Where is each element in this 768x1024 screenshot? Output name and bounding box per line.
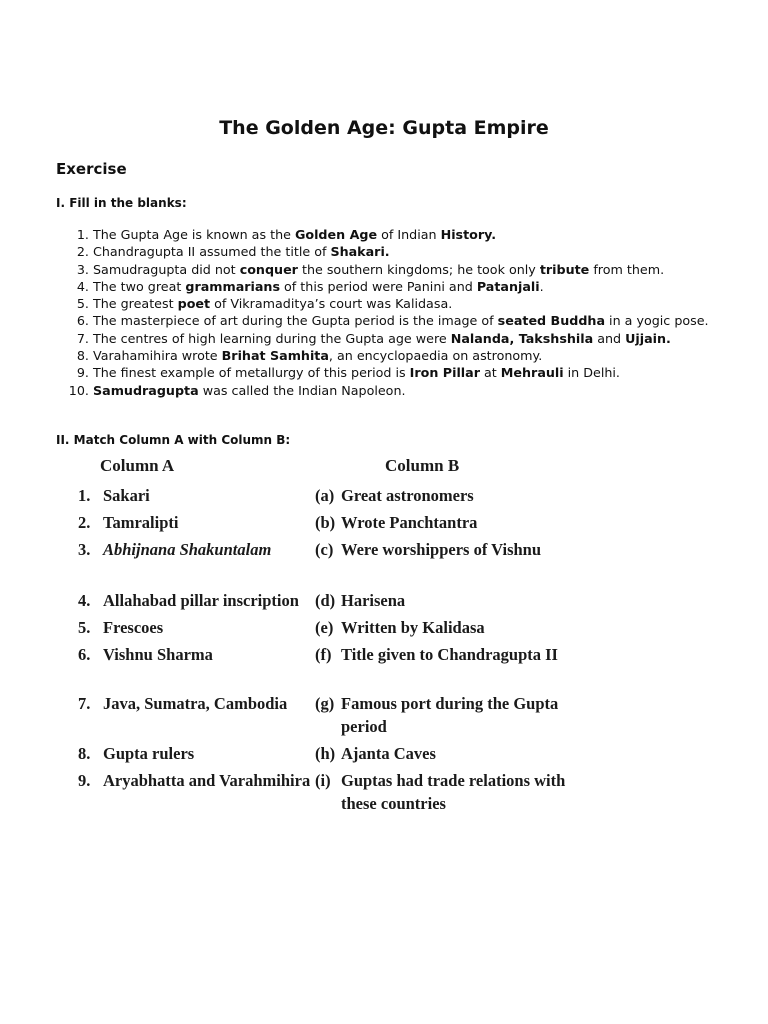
answer-text: Iron Pillar (409, 365, 480, 381)
list-item (93, 295, 753, 312)
sentence-text: . (539, 278, 544, 294)
column-a-item: Frescoes (103, 618, 164, 637)
sentence-text: The Gupta Age is known as the (93, 227, 295, 242)
answer-text: History. (440, 227, 497, 242)
column-a-item: Sakari (103, 486, 150, 505)
fill-blanks-heading: I. Fill in the blanks: (56, 196, 187, 210)
sentence-text: in a yogic pose. (605, 313, 709, 329)
row-number: 8. (78, 744, 91, 763)
sentence-text: the southern kingdoms; he took only (297, 261, 540, 277)
answer-text: Golden Age (294, 227, 378, 242)
column-b-item: Title given to Chandragupta II (341, 645, 558, 664)
answer-text: grammarians (185, 278, 281, 294)
row-number: 7. (78, 694, 91, 713)
list-item (93, 243, 753, 260)
answer-text: poet (177, 296, 211, 312)
sentence-text: The finest example of metallurgy of this period is (93, 365, 410, 381)
column-b-item: Were worshippers of Vishnu (341, 540, 542, 559)
option-letter: (g) (315, 694, 335, 713)
fill-blanks-list (56, 226, 753, 399)
column-a-item: Aryabhatta and Varahmihira (103, 771, 311, 790)
sentence-text: of this period were Panini and (280, 278, 477, 294)
row-number: 6. (78, 645, 91, 664)
answer-text: Nalanda, Takshshila (450, 330, 594, 346)
answer-text: seated Buddha (497, 313, 606, 329)
column-a-header: Column A (100, 456, 175, 475)
option-letter: (f) (315, 645, 332, 664)
column-b-item: Guptas had trade relations with these countries (341, 771, 566, 813)
exercise-heading: Exercise (56, 160, 127, 178)
column-a-item: Allahabad pillar inscription (103, 591, 299, 610)
page-title: The Golden Age: Gupta Empire (219, 117, 549, 139)
answer-text: Ujjain. (625, 330, 671, 346)
row-number: 9. (78, 771, 91, 790)
column-b-item: Harisena (341, 591, 406, 610)
list-item (93, 330, 753, 347)
sentence-text: in Delhi. (563, 365, 620, 381)
option-letter: (d) (315, 591, 336, 610)
option-letter: (c) (315, 540, 334, 559)
list-item (93, 364, 753, 381)
sentence-text: Varahamihira wrote (93, 348, 222, 364)
sentence-text: was called the Indian Napoleon. (198, 382, 406, 398)
list-item (93, 261, 753, 278)
sentence-text: from them. (589, 261, 665, 277)
answer-text: Patanjali (476, 278, 540, 294)
answer-text: Shakari. (330, 244, 390, 260)
list-item (93, 347, 753, 364)
match-heading: II. Match Column A with Column B: (56, 433, 291, 447)
column-a-item: Vishnu Sharma (103, 645, 213, 664)
list-item (93, 226, 753, 243)
option-letter: (i) (315, 771, 331, 790)
row-number: 4. (78, 591, 91, 610)
option-letter: (b) (315, 513, 336, 532)
answer-text: Samudragupta (93, 382, 199, 398)
list-item (93, 278, 753, 295)
column-b-item: Written by Kalidasa (341, 618, 485, 637)
option-letter: (e) (315, 618, 334, 637)
sentence-text: and (593, 330, 626, 346)
column-b-header: Column B (385, 456, 460, 475)
column-b-item: Ajanta Caves (341, 744, 436, 763)
sentence-text: of Vikramaditya’s court was Kalidasa. (210, 296, 453, 312)
column-b-item: Great astronomers (341, 486, 474, 505)
list-item (93, 312, 753, 329)
row-number: 2. (78, 513, 91, 532)
sentence-text: of Indian (377, 227, 441, 242)
column-a-item: Tamralipti (103, 513, 179, 532)
sentence-text: Samudragupta did not (93, 261, 240, 277)
sentence-text: The centres of high learning during the Gupta age were (93, 330, 451, 346)
sentence-text: , an encyclopaedia on astronomy. (328, 348, 543, 364)
answer-text: Brihat Samhita (221, 348, 329, 364)
option-letter: (a) (315, 486, 335, 505)
sentence-text: The greatest (93, 296, 178, 312)
sentence-text: The two great (93, 278, 186, 294)
sentence-text: The masterpiece of art during the Gupta period is the image of (93, 313, 498, 329)
column-a-item: Gupta rulers (103, 744, 195, 763)
answer-text: tribute (539, 261, 590, 277)
row-number: 5. (78, 618, 91, 637)
list-item (93, 382, 753, 399)
row-number: 1. (78, 486, 91, 505)
column-b-item: Wrote Panchtantra (341, 513, 478, 532)
row-number: 3. (78, 540, 91, 559)
column-b-item: Famous port during the Gupta period (341, 694, 559, 736)
column-a-item: Java, Sumatra, Cambodia (103, 694, 288, 713)
column-a-item: Abhijnana Shakuntalam (103, 540, 272, 559)
option-letter: (h) (315, 744, 336, 763)
answer-text: Mehrauli (500, 365, 564, 381)
sentence-text: Chandragupta II assumed the title of (93, 244, 331, 260)
answer-text: conquer (239, 261, 298, 277)
sentence-text: at (479, 365, 501, 381)
